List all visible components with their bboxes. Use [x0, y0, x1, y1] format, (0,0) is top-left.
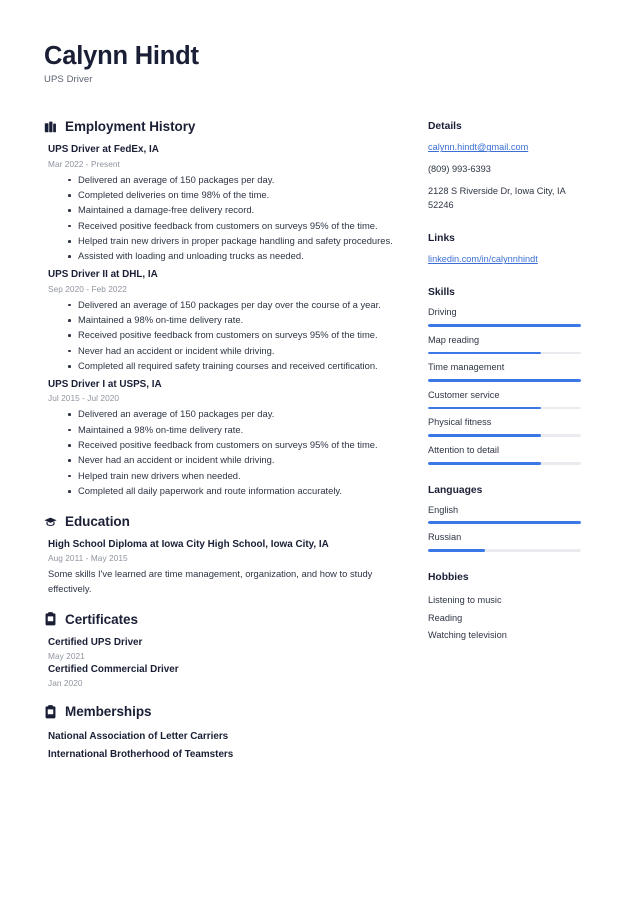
entry-title: Certified UPS Driver [48, 636, 143, 648]
language-meter-track [428, 549, 581, 552]
sidebar-column [428, 119, 588, 665]
language-item [428, 532, 588, 552]
bullet-item: Delivered an average of 150 packages per day. [68, 173, 416, 188]
skill-meter-fill [428, 462, 541, 465]
certificate-entry [44, 663, 416, 688]
entry-title: UPS Driver II at DHL, IA [48, 269, 158, 281]
section-header [44, 704, 416, 719]
sidebar-block-languages [428, 485, 588, 552]
skill-label: Driving [428, 307, 457, 318]
entry-bullet-list [48, 298, 416, 374]
skill-item [428, 362, 588, 382]
bullet-item: Completed all required safety training courses and received certification. [68, 359, 416, 374]
entry-date: Jul 2015 - Jul 2020 [48, 393, 120, 404]
bullet-item: Completed all daily paperwork and route information accurately. [68, 484, 416, 499]
entry-date: Jan 2020 [48, 678, 83, 689]
sidebar-title: Hobbies [428, 571, 469, 583]
skill-meter-fill [428, 434, 541, 437]
language-meter-fill [428, 549, 485, 552]
email-link[interactable]: calynn.hindt@gmail.com [428, 142, 529, 153]
section-employment-history [44, 119, 416, 499]
sidebar-block-links [428, 233, 588, 267]
skill-label: Attention to detail [428, 444, 499, 455]
clipboard-icon [44, 705, 57, 719]
language-label: English [428, 504, 459, 515]
entry-date: Sep 2020 - Feb 2022 [48, 283, 127, 294]
entry-title: High School Diploma at Iowa City High School, Iowa City, IA [48, 539, 329, 550]
employment-entry [44, 143, 416, 264]
skill-meter-track [428, 324, 581, 327]
hobby-item: Listening to music [428, 594, 502, 605]
bullet-item: Maintained a 98% on-time delivery rate. [68, 313, 416, 328]
skill-item [428, 390, 588, 410]
skill-meter-track [428, 379, 581, 382]
bullet-item: Received positive feedback from customers on surveys 95% of the time. [68, 438, 416, 453]
section-certificates [44, 612, 416, 689]
skill-meter-track [428, 462, 581, 465]
skill-meter-fill [428, 324, 581, 327]
sidebar-title: Languages [428, 484, 483, 496]
section-title: Employment History [65, 119, 196, 135]
candidate-name: Calynn Hindt [44, 42, 199, 70]
bullet-item: Maintained a damage-free delivery record. [68, 203, 416, 218]
graduation-cap-icon [44, 515, 57, 529]
certificate-entry [44, 636, 416, 661]
skill-meter-track [428, 434, 581, 437]
bullet-item: Delivered an average of 150 packages per day over the course of a year. [68, 298, 416, 313]
clipboard-icon [44, 612, 57, 626]
language-meter-track [428, 521, 581, 524]
bullet-item: Maintained a 98% on-time delivery rate. [68, 423, 416, 438]
section-header [44, 119, 416, 134]
address-value: 2128 S Riverside Dr, Iowa City, IA 52246 [428, 186, 566, 211]
section-header [44, 514, 416, 529]
entry-date: Aug 2011 - May 2015 [48, 553, 128, 564]
entry-date: May 2021 [48, 650, 85, 661]
skill-item [428, 417, 588, 437]
section-title: Memberships [65, 704, 152, 720]
sidebar-title: Skills [428, 287, 455, 299]
bullet-item: Never had an accident or incident while driving. [68, 453, 416, 468]
section-header [44, 612, 416, 627]
sidebar-block-details [428, 121, 588, 213]
resume-columns [44, 119, 592, 778]
bullet-item: Delivered an average of 150 packages per day. [68, 407, 416, 422]
language-item [428, 505, 588, 525]
bullet-item: Never had an accident or incident while driving. [68, 344, 416, 359]
sidebar-block-skills [428, 287, 588, 464]
membership-entry: International Brotherhood of Teamsters [48, 748, 234, 760]
bullet-item: Completed deliveries on time 98% of the time. [68, 188, 416, 203]
entry-description: Some skills I've learned are time management, organization, and how to study effectively. [48, 568, 373, 594]
hobby-item: Watching television [428, 630, 507, 641]
skill-meter-fill [428, 407, 541, 410]
entry-bullet-list [48, 407, 416, 499]
section-title: Education [65, 514, 130, 529]
section-education [44, 514, 416, 597]
skill-meter-track [428, 407, 581, 410]
linkedin-link[interactable]: linkedin.com/in/calynnhindt [428, 254, 538, 265]
employment-entry [44, 378, 416, 499]
section-title: Certificates [65, 611, 138, 627]
entry-title: UPS Driver I at USPS, IA [48, 378, 162, 390]
education-entry [44, 538, 416, 597]
candidate-job-title: UPS Driver [44, 74, 93, 86]
skill-label: Physical fitness [428, 417, 492, 428]
language-meter-fill [428, 521, 581, 524]
language-label: Russian [428, 532, 462, 543]
skill-label: Time management [428, 362, 505, 373]
membership-entry: National Association of Letter Carriers [48, 731, 229, 743]
main-column [44, 119, 416, 778]
bullet-item: Received positive feedback from customers on surveys 95% of the time. [68, 328, 416, 343]
bullet-item: Received positive feedback from customers on surveys 95% of the time. [68, 219, 416, 234]
section-memberships [44, 704, 416, 763]
bullet-item: Helped train new drivers when needed. [68, 469, 416, 484]
entry-bullet-list [48, 173, 416, 265]
bullet-item: Assisted with loading and unloading trucks as needed. [68, 249, 416, 264]
bullet-item: Helped train new drivers in proper package handling and safety procedures. [68, 234, 416, 249]
skill-meter-fill [428, 352, 541, 355]
sidebar-title: Links [428, 233, 455, 245]
entry-date: Mar 2022 - Present [48, 158, 120, 169]
employment-entry [44, 268, 416, 374]
sidebar-block-hobbies [428, 572, 588, 646]
skill-item [428, 445, 588, 465]
skill-item [428, 335, 588, 355]
skill-item [428, 307, 588, 327]
entry-title: Certified Commercial Driver [48, 663, 179, 675]
resume-header [44, 42, 592, 85]
entry-title: UPS Driver at FedEx, IA [48, 144, 159, 156]
briefcase-icon [44, 120, 57, 134]
skill-meter-fill [428, 379, 581, 382]
sidebar-title: Details [428, 121, 462, 133]
phone-value: (809) 993-6393 [428, 164, 491, 175]
skill-label: Map reading [428, 334, 480, 345]
skill-label: Customer service [428, 389, 500, 400]
skill-meter-track [428, 352, 581, 355]
hobby-item: Reading [428, 612, 463, 623]
